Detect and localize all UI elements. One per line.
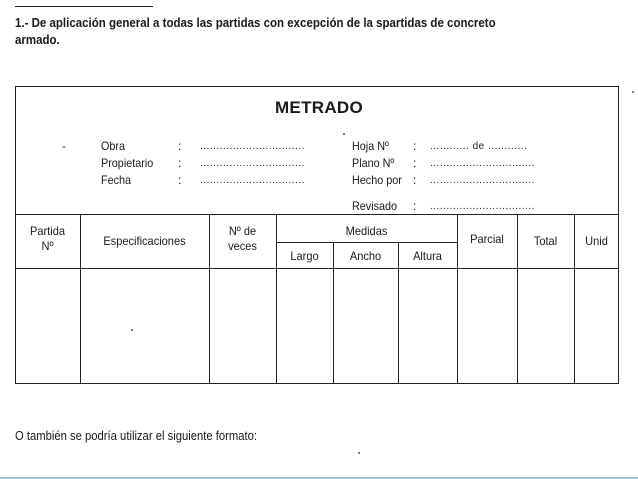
field-value-revisado[interactable]: ................................ [430,201,535,212]
heading-line-2: armado. [15,33,60,47]
heading-line-1: 1.- De aplicación general a todas las partidas con excepción de la spartidas de concreto [15,16,496,30]
scan-speck [343,133,345,135]
header-veces [212,224,274,254]
form-title: METRADO [274,98,364,117]
field-colon: : [413,173,417,187]
header-partida [18,224,78,254]
field-label-obra: Obra [101,139,126,153]
field-label-plano: Plano Nº [352,156,395,170]
header-total: Total [533,234,558,248]
field-colon: : [413,139,417,153]
table-top-rule [15,214,619,215]
field-label-hoja: Hoja Nº [352,139,389,153]
header-largo: Largo [290,249,319,263]
field-label-fecha: Fecha [101,173,132,187]
header-partida-line-2: Nº [41,239,54,253]
field-label-revisado: Revisado [352,199,398,213]
table-body[interactable] [16,269,618,383]
header-ancho: Ancho [349,249,382,263]
header-altura: Altura [413,249,442,263]
field-value-propietario[interactable]: ................................ [200,158,305,169]
field-value-obra[interactable]: ................................ [200,141,305,152]
header-veces-line-1: Nº de [228,224,257,238]
header-partida-line-1: Partida [30,224,65,238]
field-colon: : [178,139,182,153]
section-heading [15,15,512,49]
scan-speck [131,329,133,331]
field-colon: : [178,173,182,187]
field-colon: : [413,199,417,213]
field-colon: : [178,156,182,170]
header-unid: Unid [585,234,608,248]
field-value-plano[interactable]: ................................ [430,158,535,169]
field-colon: : [413,156,417,170]
scan-speck [358,452,360,454]
field-value-hecho-por[interactable]: ................................ [430,175,535,186]
footer-note: O también se podría utilizar el siguiente formato: [15,429,258,443]
stray-dash: - [62,139,66,153]
field-label-propietario: Propietario [101,156,154,170]
header-veces-line-2: veces [228,239,257,253]
header-parcial: Parcial [470,232,504,246]
header-medidas: Medidas [345,224,388,238]
scan-speck [632,91,634,93]
field-value-hoja[interactable]: ............ de ............ [430,141,528,152]
top-rule [15,6,153,7]
field-label-hecho-por: Hecho por [352,173,402,187]
field-value-fecha[interactable]: ................................ [200,175,305,186]
medidas-subheader-rule [276,242,457,243]
header-especificaciones: Especificaciones [103,234,186,248]
